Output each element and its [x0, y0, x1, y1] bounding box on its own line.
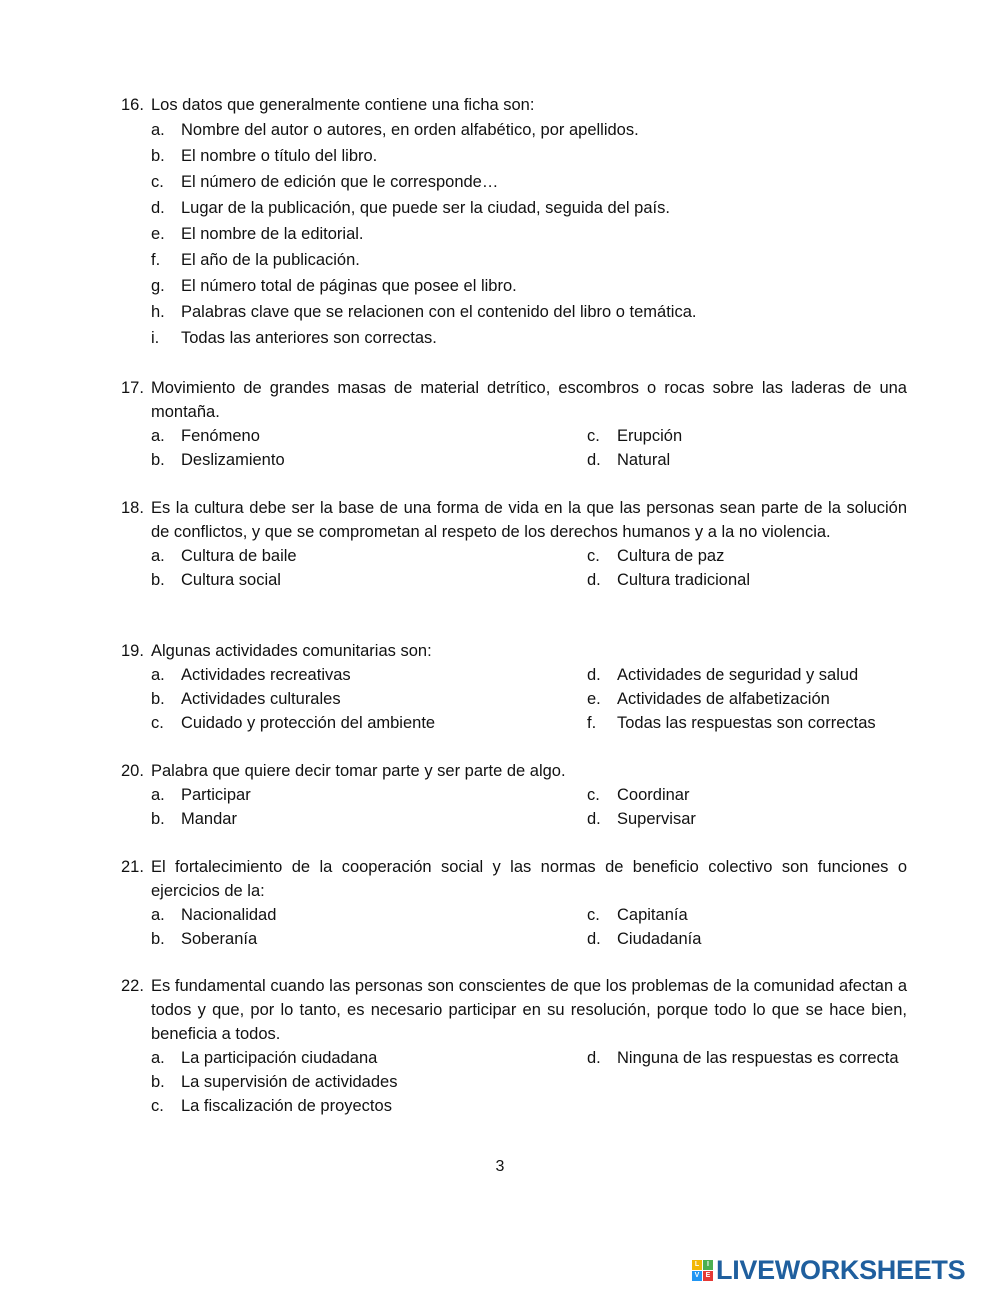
option-text: Mandar: [181, 810, 237, 828]
option-text: Todas las respuestas son correctas: [617, 714, 876, 732]
option-text: Ninguna de las respuestas es correcta: [617, 1049, 899, 1067]
option[interactable]: [587, 544, 907, 568]
question-20: [121, 759, 907, 831]
option-letter: b.: [151, 1073, 165, 1091]
option[interactable]: [151, 169, 907, 195]
option-letter: i.: [151, 329, 160, 347]
option-text: La supervisión de actividades: [181, 1073, 398, 1091]
option-text: Lugar de la publicación, que puede ser la ciudad, seguida del país.: [181, 199, 670, 217]
option-letter: e.: [151, 225, 165, 243]
option-text: Cultura de paz: [617, 547, 725, 565]
option[interactable]: [587, 927, 907, 951]
option[interactable]: [151, 663, 587, 687]
option-letter: a.: [151, 547, 165, 565]
question-text: Los datos que generalmente contiene una ficha son:: [151, 96, 535, 114]
option-text: Nombre del autor o autores, en orden alfabético, por apellidos.: [181, 121, 639, 139]
option-letter: b.: [151, 571, 165, 589]
option-text: Natural: [617, 451, 671, 469]
option[interactable]: [151, 448, 587, 472]
option-text: Erupción: [617, 427, 683, 445]
option-letter: d.: [587, 1049, 601, 1067]
option-text: Palabras clave que se relacionen con el contenido del libro o temática.: [181, 303, 697, 321]
option-letter: b.: [151, 690, 165, 708]
option[interactable]: [151, 1070, 587, 1094]
option-letter: c.: [151, 173, 164, 191]
question-16: [121, 93, 907, 351]
option[interactable]: [151, 117, 907, 143]
logo-block: L: [692, 1260, 702, 1270]
option-letter: c.: [587, 906, 600, 924]
option-text: Cultura social: [181, 571, 281, 589]
logo-text: LIVEWORKSHEETS: [716, 1254, 966, 1285]
option[interactable]: [151, 711, 587, 735]
option[interactable]: [587, 807, 907, 831]
question-19: [121, 639, 907, 735]
option-text: Fenómeno: [181, 427, 260, 445]
option-letter: h.: [151, 303, 165, 321]
option-text: El número de edición que le corresponde…: [181, 173, 499, 191]
option[interactable]: [587, 903, 907, 927]
option[interactable]: [151, 687, 587, 711]
option-letter: c.: [587, 547, 600, 565]
question-text: Algunas actividades comunitarias son:: [151, 642, 432, 660]
option-letter: a.: [151, 121, 165, 139]
option-text: Actividades culturales: [181, 690, 341, 708]
option-letter: c.: [151, 1097, 164, 1115]
option-letter: b.: [151, 147, 165, 165]
option[interactable]: [151, 325, 907, 351]
option[interactable]: [151, 807, 587, 831]
option-letter: a.: [151, 427, 165, 445]
option[interactable]: [151, 424, 587, 448]
question-number: 19.: [121, 642, 144, 660]
option-letter: b.: [151, 451, 165, 469]
option-letter: a.: [151, 666, 165, 684]
question-21: [121, 855, 907, 951]
option[interactable]: [151, 927, 587, 951]
logo-block: I: [703, 1260, 713, 1270]
question-number: 22.: [121, 977, 144, 995]
logo-block: V: [692, 1271, 702, 1281]
option-letter: d.: [587, 930, 601, 948]
option-text: La participación ciudadana: [181, 1049, 378, 1067]
option[interactable]: [151, 544, 587, 568]
logo-blocks-icon: [692, 1260, 713, 1281]
question-18: [121, 496, 907, 592]
option-text: Actividades de seguridad y salud: [617, 666, 859, 684]
option-letter: f.: [587, 714, 597, 732]
option[interactable]: [151, 568, 587, 592]
option-letter: g.: [151, 277, 165, 295]
question-22: [121, 974, 907, 1118]
option-text: La fiscalización de proyectos: [181, 1097, 392, 1115]
option-text: Actividades recreativas: [181, 666, 351, 684]
question-number: 17.: [121, 379, 144, 397]
option[interactable]: [151, 783, 587, 807]
option[interactable]: [587, 687, 907, 711]
option-text: Deslizamiento: [181, 451, 285, 469]
question-text: El fortalecimiento de la cooperación social y las normas de beneficio colectivo son funciones o ejercicios de la:: [151, 858, 907, 900]
option-letter: b.: [151, 810, 165, 828]
question-number: 18.: [121, 499, 144, 517]
option[interactable]: [151, 221, 907, 247]
option-text: El año de la publicación.: [181, 251, 360, 269]
question-number: 21.: [121, 858, 144, 876]
option[interactable]: [587, 568, 907, 592]
option[interactable]: [587, 711, 907, 735]
page-number: 3: [495, 1158, 505, 1175]
option-letter: b.: [151, 930, 165, 948]
option-text: Coordinar: [617, 786, 690, 804]
question-17: [121, 376, 907, 472]
logo-block: E: [703, 1271, 713, 1281]
question-text: Movimiento de grandes masas de material detrítico, escombros o rocas sobre las laderas de una montaña.: [151, 379, 907, 421]
option[interactable]: [151, 1094, 587, 1118]
option[interactable]: [151, 247, 907, 273]
option[interactable]: [151, 195, 907, 221]
option[interactable]: [151, 903, 587, 927]
question-text: Es la cultura debe ser la base de una forma de vida en la que las personas sean parte de la solución de conflictos, y que se comprometan al respeto de los derechos humanos y a la no violencia.: [151, 499, 907, 541]
option-text: Soberanía: [181, 930, 258, 948]
option[interactable]: [587, 663, 907, 687]
option-letter: f.: [151, 251, 161, 269]
option-text: Nacionalidad: [181, 906, 277, 924]
option-text: Supervisar: [617, 810, 696, 828]
option-text: Cultura de baile: [181, 547, 297, 565]
option[interactable]: [587, 424, 907, 448]
option-letter: a.: [151, 786, 165, 804]
option-text: Todas las anteriores son correctas.: [181, 329, 437, 347]
option-letter: d.: [587, 571, 601, 589]
option-letter: d.: [587, 666, 601, 684]
question-text: Palabra que quiere decir tomar parte y ser parte de algo.: [151, 762, 566, 780]
question-number: 16.: [121, 96, 144, 114]
option-text: El número total de páginas que posee el libro.: [181, 277, 517, 295]
option-text: Cuidado y protección del ambiente: [181, 714, 436, 732]
option-letter: a.: [151, 1049, 165, 1067]
option-letter: d.: [587, 810, 601, 828]
question-number: 20.: [121, 762, 144, 780]
option[interactable]: [587, 448, 907, 472]
option[interactable]: [151, 299, 907, 325]
option[interactable]: [151, 143, 907, 169]
option-letter: c.: [587, 427, 600, 445]
option-letter: d.: [151, 199, 165, 217]
option-text: Cultura tradicional: [617, 571, 750, 589]
option-text: El nombre o título del libro.: [181, 147, 378, 165]
option-text: El nombre de la editorial.: [181, 225, 364, 243]
option-letter: d.: [587, 451, 601, 469]
option[interactable]: [587, 1046, 907, 1070]
option-letter: c.: [587, 786, 600, 804]
option-text: Participar: [181, 786, 251, 804]
liveworksheets-logo[interactable]: [692, 1255, 965, 1285]
option-text: Ciudadanía: [617, 930, 702, 948]
option[interactable]: [151, 273, 907, 299]
option-letter: e.: [587, 690, 601, 708]
option[interactable]: [151, 1046, 587, 1070]
option-letter: c.: [151, 714, 164, 732]
question-text: Es fundamental cuando las personas son conscientes de que los problemas de la comunidad afectan a todos y que, por lo tanto, es necesario participar en su resolución, porque todo lo que se hace bien, beneficia a todos.: [151, 977, 907, 1043]
option-text: Actividades de alfabetización: [617, 690, 830, 708]
option-letter: a.: [151, 906, 165, 924]
option-text: Capitanía: [617, 906, 688, 924]
option[interactable]: [587, 783, 907, 807]
